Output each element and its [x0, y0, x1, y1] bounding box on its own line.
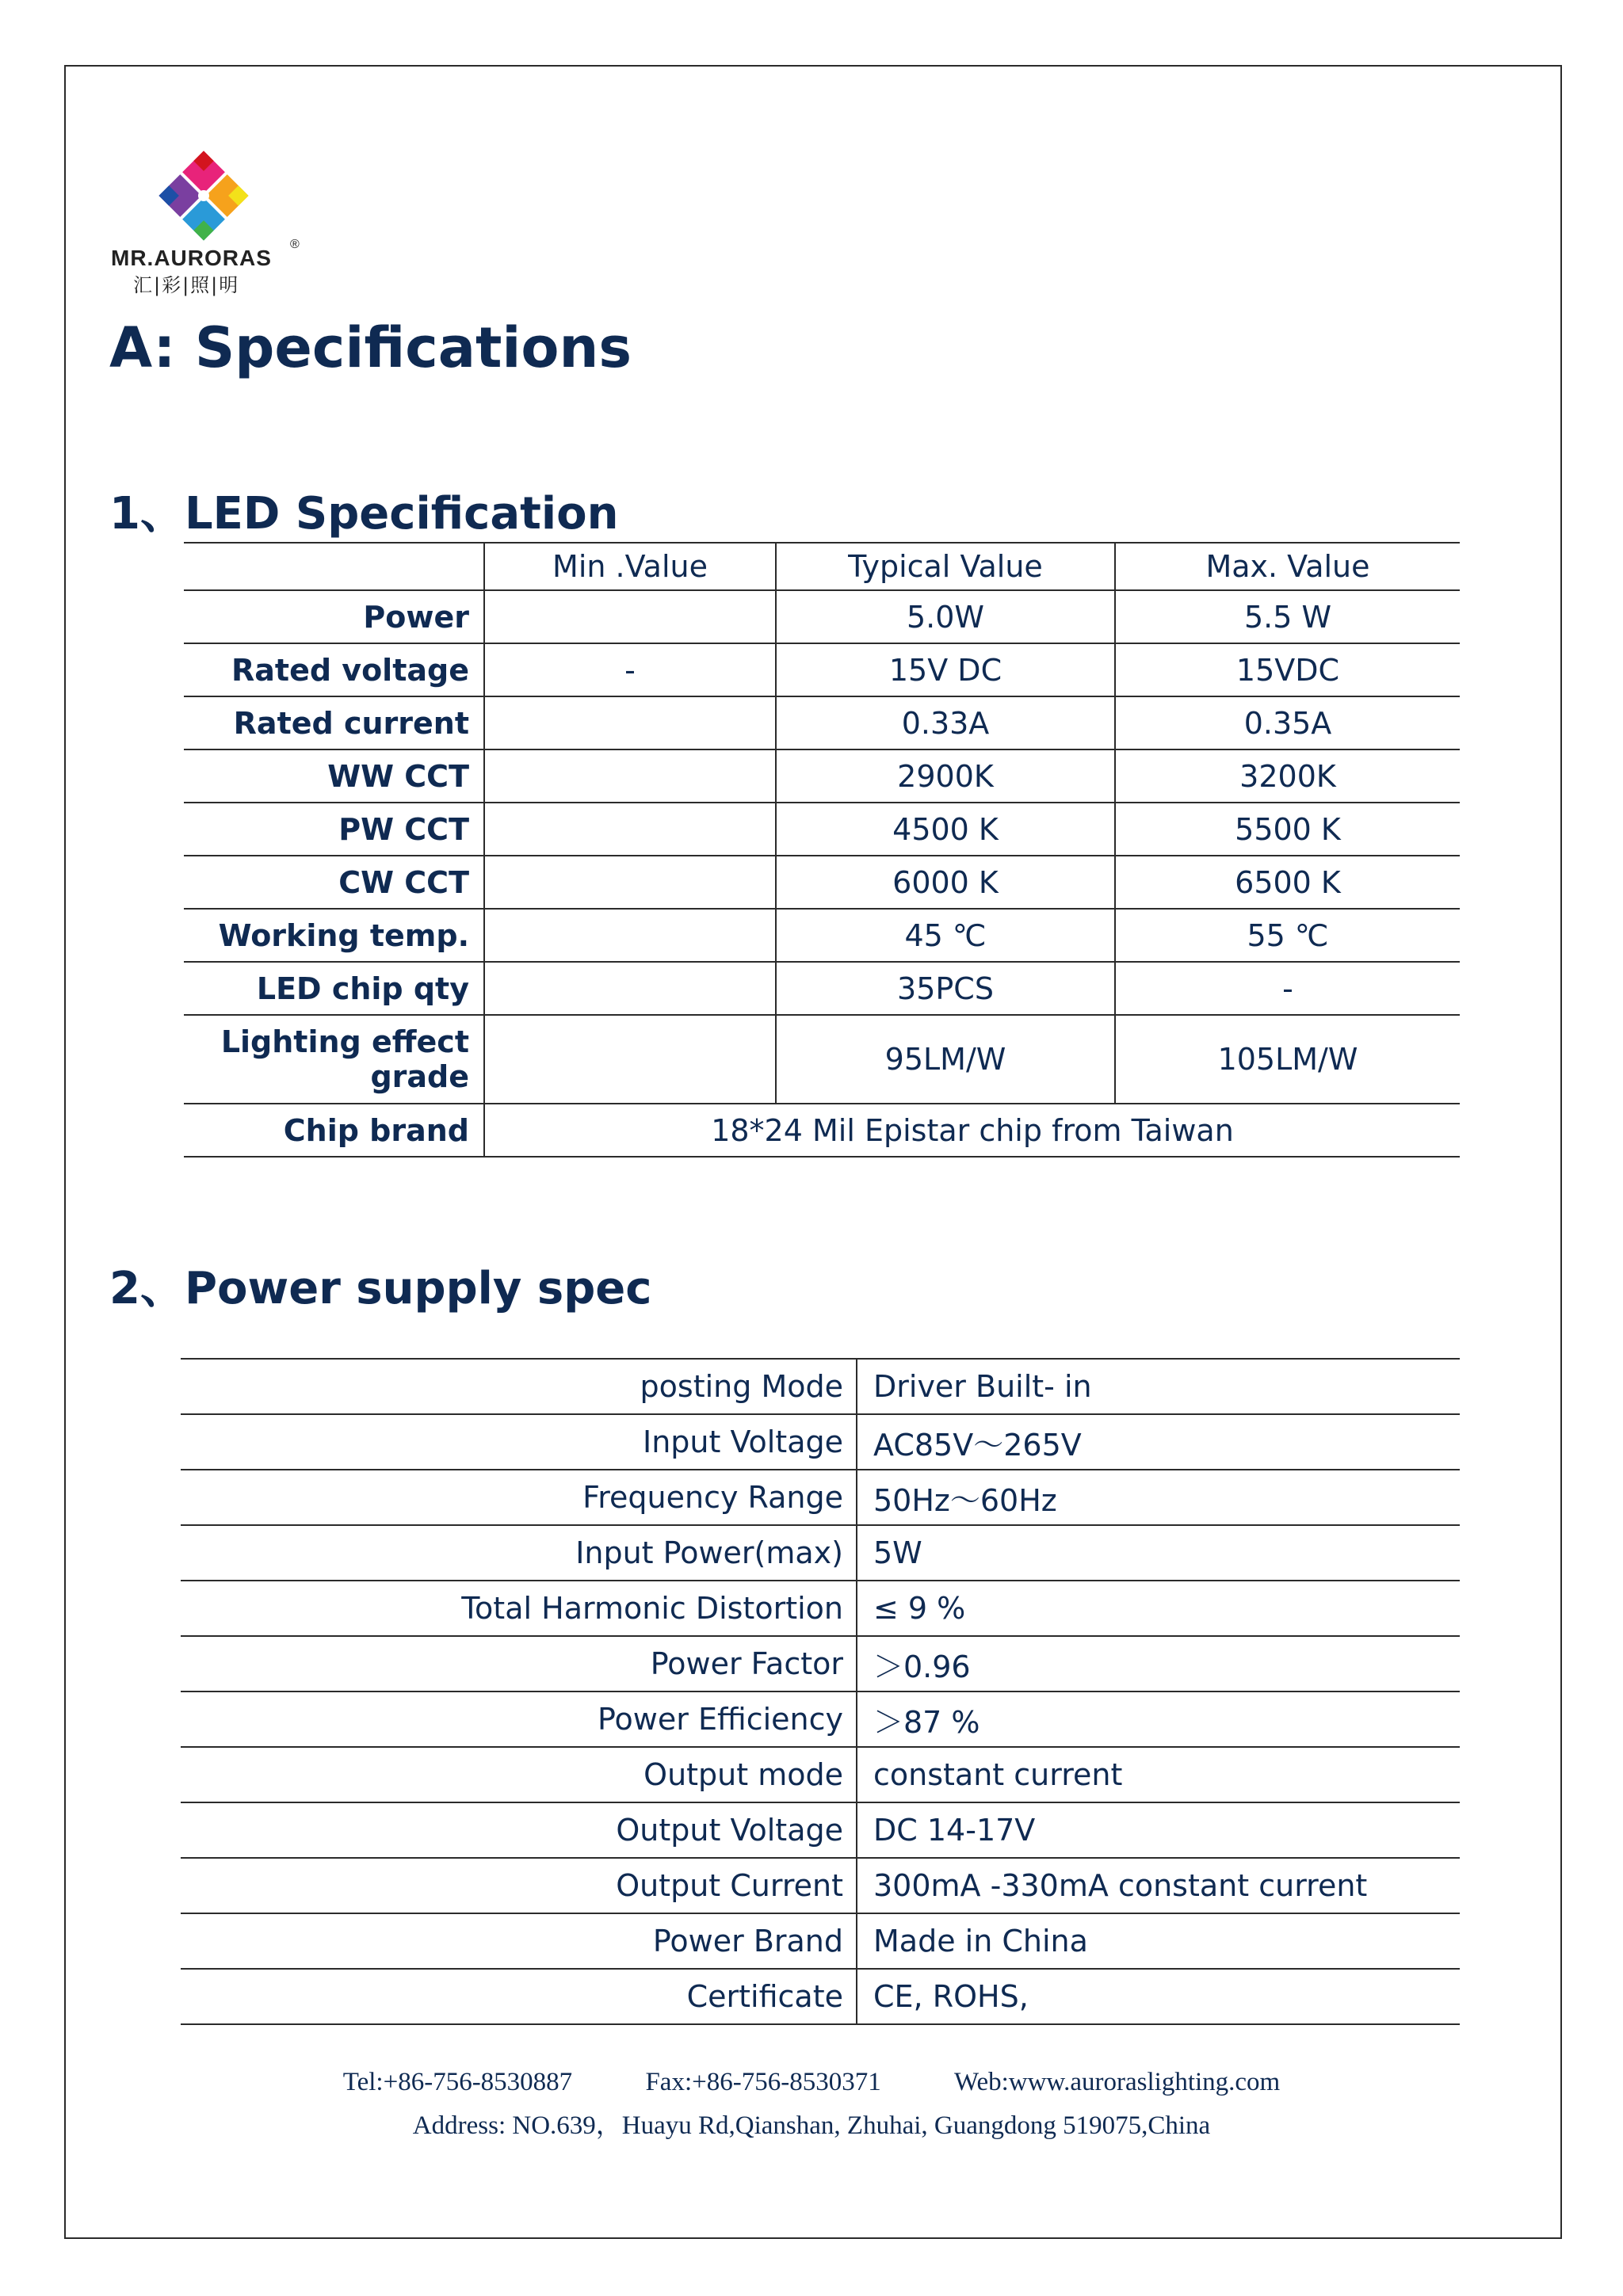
table-row	[181, 1802, 1460, 1858]
row-typical: 2900K	[776, 749, 1115, 803]
registered-mark: ®	[290, 238, 300, 251]
header-min: Min .Value	[484, 543, 776, 590]
brand-logo	[111, 147, 301, 298]
spec-key: Output Voltage	[181, 1802, 857, 1858]
table-row	[181, 1858, 1460, 1913]
table-row	[184, 696, 1460, 749]
spec-value: CE, ROHS,	[857, 1969, 1460, 2024]
footer-web: Web:www.auroraslighting.com	[953, 2068, 1281, 2096]
table-row	[184, 643, 1460, 696]
spec-key: Power Efficiency	[181, 1691, 857, 1747]
led-section-title: 1、LED Specification	[109, 488, 619, 540]
spec-key: Frequency Range	[181, 1470, 857, 1525]
brand-cn: 汇|彩|照|明	[133, 274, 240, 296]
table-row	[181, 1470, 1460, 1525]
row-max: 3200K	[1115, 749, 1460, 803]
row-min	[484, 909, 776, 962]
table-row	[184, 909, 1460, 962]
chip-brand-row	[184, 1104, 1460, 1157]
row-typical: 15V DC	[776, 643, 1115, 696]
row-max: 55 ℃	[1115, 909, 1460, 962]
chip-brand-value: 18*24 Mil Epistar chip from Taiwan	[484, 1104, 1460, 1157]
row-min	[484, 590, 776, 643]
spec-value: ＞0.96	[857, 1636, 1460, 1691]
row-typical: 35PCS	[776, 962, 1115, 1015]
row-max: 15VDC	[1115, 643, 1460, 696]
row-typical: 45 ℃	[776, 909, 1115, 962]
spec-key: Output mode	[181, 1747, 857, 1802]
table-header-row	[184, 543, 1460, 590]
spec-key: Total Harmonic Distortion	[181, 1581, 857, 1636]
row-typical: 6000 K	[776, 856, 1115, 909]
table-row	[184, 856, 1460, 909]
table-row	[184, 590, 1460, 643]
spec-key: Input Voltage	[181, 1414, 857, 1470]
led-spec-table	[184, 542, 1460, 1158]
table-row	[181, 1691, 1460, 1747]
row-label: Power	[184, 590, 484, 643]
row-max: 105LM/W	[1115, 1015, 1460, 1104]
header-blank	[184, 543, 484, 590]
table-row	[184, 803, 1460, 856]
row-label: Rated voltage	[184, 643, 484, 696]
row-label: WW CCT	[184, 749, 484, 803]
power-section-title: 2、Power supply spec	[109, 1263, 652, 1314]
power-spec-table	[181, 1358, 1460, 2025]
table-row	[184, 749, 1460, 803]
table-row	[181, 1636, 1460, 1691]
row-label: Lighting effect grade	[184, 1015, 484, 1104]
footer-contact	[0, 2068, 1623, 2097]
row-max: 0.35A	[1115, 696, 1460, 749]
table-row	[181, 1525, 1460, 1581]
table-row	[184, 962, 1460, 1015]
table-row	[181, 1913, 1460, 1969]
footer-address: Address: NO.639，Huayu Rd,Qianshan, Zhuhai, Guangdong 519075,China	[412, 2111, 1211, 2140]
row-label: Working temp.	[184, 909, 484, 962]
row-min: -	[484, 643, 776, 696]
spec-value: ＞87 %	[857, 1691, 1460, 1747]
row-label: Rated current	[184, 696, 484, 749]
spec-value: constant current	[857, 1747, 1460, 1802]
row-min	[484, 962, 776, 1015]
row-min	[484, 803, 776, 856]
row-label: LED chip qty	[184, 962, 484, 1015]
row-max: -	[1115, 962, 1460, 1015]
row-max: 5500 K	[1115, 803, 1460, 856]
spec-key: Input Power(max)	[181, 1525, 857, 1581]
table-row	[181, 1969, 1460, 2024]
spec-key: Power Brand	[181, 1913, 857, 1969]
spec-key: Certificate	[181, 1969, 857, 2024]
spec-key: Power Factor	[181, 1636, 857, 1691]
row-min	[484, 696, 776, 749]
row-min	[484, 1015, 776, 1104]
header-typical: Typical Value	[776, 543, 1115, 590]
table-row	[181, 1747, 1460, 1802]
brand-name: MR.AURORAS	[111, 246, 272, 270]
row-label: PW CCT	[184, 803, 484, 856]
spec-value: DC 14-17V	[857, 1802, 1460, 1858]
row-typical: 95LM/W	[776, 1015, 1115, 1104]
row-typical: 4500 K	[776, 803, 1115, 856]
table-row	[181, 1414, 1460, 1470]
spec-value: ≤ 9 %	[857, 1581, 1460, 1636]
table-row	[184, 1015, 1460, 1104]
footer-tel: Tel:+86-756-8530887	[342, 2068, 573, 2096]
spec-value: 300mA -330mA constant current	[857, 1858, 1460, 1913]
logo-mark-icon	[154, 147, 254, 244]
row-max: 6500 K	[1115, 856, 1460, 909]
row-label: CW CCT	[184, 856, 484, 909]
spec-value: Made in China	[857, 1913, 1460, 1969]
spec-key: posting Mode	[181, 1359, 857, 1414]
page-title: A: Specifications	[109, 315, 632, 380]
table-row	[181, 1359, 1460, 1414]
table-row	[181, 1581, 1460, 1636]
row-typical: 5.0W	[776, 590, 1115, 643]
footer-fax: Fax:+86-756-8530371	[645, 2068, 881, 2096]
spec-key: Output Current	[181, 1858, 857, 1913]
row-min	[484, 749, 776, 803]
chip-brand-label: Chip brand	[184, 1104, 484, 1157]
row-min	[484, 856, 776, 909]
row-typical: 0.33A	[776, 696, 1115, 749]
header-max: Max. Value	[1115, 543, 1460, 590]
spec-value: Driver Built- in	[857, 1359, 1460, 1414]
spec-value: 50Hz～60Hz	[857, 1470, 1460, 1525]
spec-value: AC85V～265V	[857, 1414, 1460, 1470]
spec-value: 5W	[857, 1525, 1460, 1581]
row-max: 5.5 W	[1115, 590, 1460, 643]
